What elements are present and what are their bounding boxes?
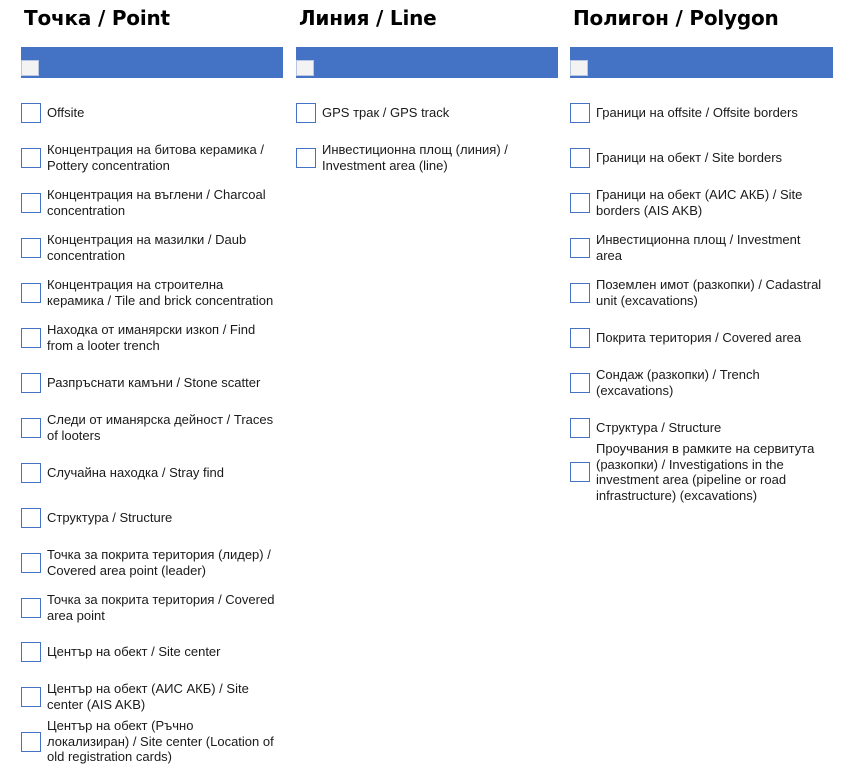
layer-item[interactable] — [21, 135, 283, 180]
layer-checkbox[interactable] — [570, 462, 590, 482]
layer-item[interactable] — [570, 270, 833, 315]
layer-label: Поземлен имот (разкопки) / Cadastral unit (excavations) — [596, 277, 822, 308]
layer-label: Концентрация на строителна керамика / Tile and brick concentration — [47, 277, 274, 308]
layer-checkbox[interactable] — [21, 598, 41, 618]
layer-checkbox[interactable] — [21, 508, 41, 528]
layer-item[interactable] — [570, 225, 833, 270]
layer-label: Концентрация на мазилки / Daub concentration — [47, 232, 247, 263]
layer-item[interactable] — [570, 360, 833, 405]
layer-checkbox[interactable] — [570, 373, 590, 393]
select-all-bar-line — [296, 47, 558, 78]
layer-item[interactable] — [21, 495, 283, 540]
layer-item[interactable] — [570, 135, 833, 180]
layer-label: Инвестиционна площ / Investment area — [596, 232, 801, 263]
layer-label: Структура / Structure — [47, 509, 173, 525]
layer-label: Инвестиционна площ (линия) / Investment area (line) — [322, 142, 508, 173]
layer-checkbox[interactable] — [570, 283, 590, 303]
layer-item[interactable] — [21, 540, 283, 585]
layer-item[interactable] — [21, 674, 283, 719]
layer-label: Сондаж (разкопки) / Trench (excavations) — [596, 367, 760, 398]
layer-label: Находка от иманярски изкоп / Find from a looter trench — [47, 322, 256, 353]
layer-label: Център на обект (Ръчно локализиран) / Site center (Location of old registration cards) — [47, 718, 274, 765]
layer-checkbox[interactable] — [570, 238, 590, 258]
layer-item[interactable] — [21, 180, 283, 225]
layer-checkbox[interactable] — [21, 553, 41, 573]
layer-label: Следи от иманярска дейност / Traces of looters — [47, 412, 274, 443]
layer-checkbox[interactable] — [570, 328, 590, 348]
layer-item[interactable] — [21, 270, 283, 315]
layer-label: Покрита територия / Covered area — [596, 329, 802, 345]
layer-label: Offsite — [47, 104, 85, 120]
layer-checkbox[interactable] — [21, 148, 41, 168]
layer-label: Концентрация на битова керамика / Pottery concentration — [47, 142, 264, 173]
select-all-checkbox-point[interactable] — [21, 60, 39, 76]
layer-checkbox[interactable] — [21, 732, 41, 752]
layer-checkbox[interactable] — [296, 148, 316, 168]
layer-item[interactable] — [21, 450, 283, 495]
layer-item[interactable] — [21, 315, 283, 360]
layer-item[interactable] — [570, 440, 833, 504]
layer-label: GPS трак / GPS track — [322, 104, 450, 120]
layer-label: Проучвания в рамките на сервитута (разкопки) / Investigations in the investment area (pipeline or road infrastructure) (excavations) — [596, 441, 815, 503]
layer-item[interactable] — [21, 90, 283, 135]
layer-checkbox[interactable] — [21, 463, 41, 483]
layer-label: Център на обект / Site center — [47, 643, 221, 659]
layer-label: Граници на обект / Site borders — [596, 149, 783, 165]
layer-checkbox[interactable] — [21, 238, 41, 258]
layer-checkbox[interactable] — [21, 642, 41, 662]
select-all-checkbox-line[interactable] — [296, 60, 314, 76]
layer-item[interactable] — [21, 719, 283, 764]
layer-item[interactable] — [21, 585, 283, 630]
layer-item[interactable] — [570, 315, 833, 360]
layer-item[interactable] — [21, 405, 283, 450]
layer-checkbox[interactable] — [21, 283, 41, 303]
layer-label: Структура / Structure — [596, 419, 722, 435]
layer-checkbox[interactable] — [21, 103, 41, 123]
layer-checkbox[interactable] — [21, 193, 41, 213]
layer-checkbox[interactable] — [570, 148, 590, 168]
layer-label: Точка за покрита територия (лидер) / Covered area point (leader) — [47, 547, 271, 578]
layer-item[interactable] — [570, 90, 833, 135]
layer-label: Граници на offsite / Offsite borders — [596, 104, 798, 120]
layer-label: Разпръснати камъни / Stone scatter — [47, 374, 261, 390]
layer-item[interactable] — [570, 180, 833, 225]
layer-label: Случайна находка / Stray find — [47, 464, 225, 480]
layer-label: Концентрация на въглени / Charcoal concentration — [47, 187, 266, 218]
layer-checkbox[interactable] — [21, 373, 41, 393]
layer-item[interactable] — [296, 135, 558, 180]
column-title-point: Точка / Point — [24, 6, 170, 30]
column-title-line: Линия / Line — [299, 6, 437, 30]
layer-label: Точка за покрита територия / Covered area point — [47, 592, 275, 623]
layer-item[interactable] — [21, 225, 283, 270]
layer-item[interactable] — [21, 360, 283, 405]
layer-checkbox[interactable] — [21, 418, 41, 438]
layer-label: Център на обект (АИС АКБ) / Site center (AIS AKB) — [47, 681, 249, 712]
layer-item[interactable] — [21, 629, 283, 674]
layer-checkbox[interactable] — [570, 418, 590, 438]
layer-item[interactable] — [296, 90, 558, 135]
select-all-bar-polygon — [570, 47, 833, 78]
layer-checkbox[interactable] — [21, 687, 41, 707]
select-all-checkbox-polygon[interactable] — [570, 60, 588, 76]
layer-checkbox[interactable] — [570, 193, 590, 213]
select-all-bar-point — [21, 47, 283, 78]
layer-label: Граници на обект (АИС АКБ) / Site borders (AIS AKB) — [596, 187, 803, 218]
column-title-polygon: Полигон / Polygon — [573, 6, 779, 30]
layer-checkbox[interactable] — [570, 103, 590, 123]
layer-checkbox[interactable] — [21, 328, 41, 348]
layer-checkbox[interactable] — [296, 103, 316, 123]
